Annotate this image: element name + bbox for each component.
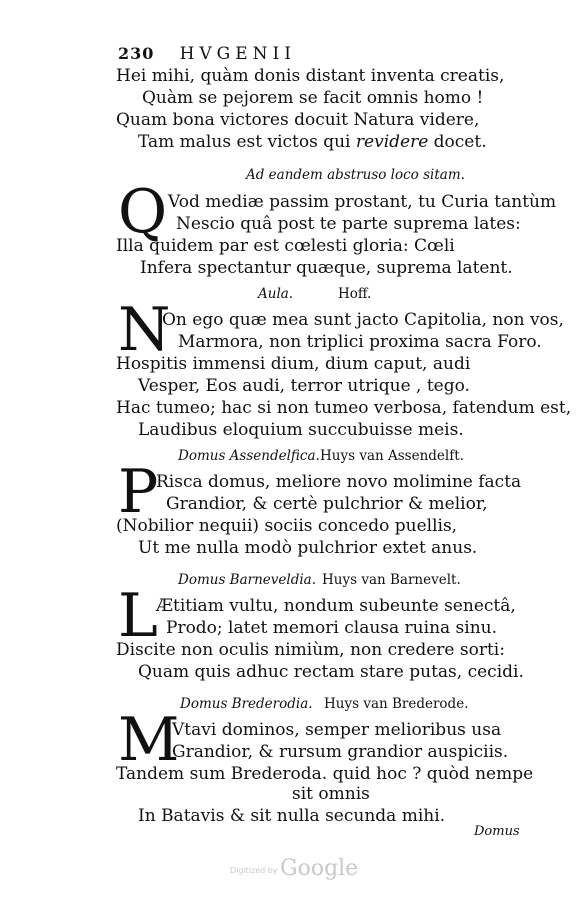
poem-line: Ut me nulla modò pulchrior extet anus.: [138, 538, 478, 558]
poem-line: Hei mihi, quàm donis distant inventa creatis,: [116, 66, 505, 86]
drop-cap: P: [118, 457, 159, 527]
poem-line: Vtavi dominos, semper melioribus usa: [172, 720, 502, 740]
page-number: 230: [118, 44, 155, 63]
running-head: HVGENII: [179, 44, 296, 64]
section-heading-dutch: Huys van Barnevelt.: [322, 572, 461, 588]
section-heading-dutch: Hoff.: [338, 286, 372, 302]
google-watermark: Google: [280, 856, 359, 881]
section-heading: Ad eandem abstruso loco sitam.: [246, 167, 465, 183]
poem-line: Risca domus, meliore novo molimine facta: [156, 472, 522, 492]
poem-line: Laudibus eloquium succubuisse meis.: [138, 420, 464, 440]
poem-line: Illa quidem par est cœlesti gloria: Cœli: [116, 236, 455, 256]
digitized-by-label: Digitized by: [230, 866, 278, 875]
section-heading: Domus Brederodia.: [180, 696, 313, 712]
poem-line: Hospitis immensi dium, dium caput, audi: [116, 354, 471, 374]
poem-line: Hac tumeo; hac si non tumeo verbosa, fatendum est,: [116, 398, 572, 418]
poem-line: Prodo; latet memori clausa ruina sinu.: [166, 618, 498, 638]
drop-cap: L: [118, 581, 158, 651]
poem-emphasis: revidere: [355, 132, 429, 152]
drop-cap: M: [118, 705, 180, 775]
poem-line: Discite non oculis nimiùm, non credere sorti:: [116, 640, 505, 660]
poem-line: Tandem sum Brederoda. quid hoc ? quòd nempe: [116, 764, 534, 784]
poem-text: Tam malus est victos qui: [138, 132, 356, 152]
poem-text: docet.: [428, 132, 487, 152]
drop-cap: Q: [118, 177, 168, 247]
poem-line: Ætitiam vultu, nondum subeunte senectâ,: [156, 596, 516, 616]
section-heading-dutch: Huys van Brederode.: [324, 696, 469, 712]
section-heading: Domus Barneveldia.: [178, 572, 317, 588]
poem-line: Quam bona victores docuit Natura videre,: [116, 110, 480, 130]
poem-line: [138, 132, 487, 152]
poem-line: Vesper, Eos audi, terror utrique , tego.: [138, 376, 470, 396]
poem-line: Quàm se pejorem se facit omnis homo !: [142, 88, 484, 108]
section-heading: Domus Assendelfica.: [178, 448, 320, 464]
poem-line: (Nobilior nequii) sociis concedo puellis,: [116, 516, 458, 536]
catchword: Domus: [474, 824, 520, 839]
poem-line-turnover: sit omnis: [292, 784, 370, 804]
poem-line: Infera spectantur quæque, suprema latent.: [140, 258, 513, 278]
poem-line: Nescio quâ post te parte suprema lates:: [176, 214, 521, 234]
poem-line: In Batavis & sit nulla secunda mihi.: [138, 806, 446, 826]
poem-line: Vod mediæ passim prostant, tu Curia tantùm: [168, 192, 557, 212]
section-heading: Aula.: [258, 286, 294, 302]
poem-line: Marmora, non triplici proxima sacra Foro.: [178, 332, 542, 352]
poem-line: On ego quæ mea sunt jacto Capitolia, non vos,: [162, 310, 564, 330]
page-header: [118, 44, 296, 64]
poem-line: Grandior, & rursum grandior auspiciis.: [172, 742, 509, 762]
poem-line: Grandior, & certè pulchrior & melior,: [166, 494, 488, 514]
drop-cap: N: [118, 295, 171, 365]
poem-line: Quam quis adhuc rectam stare putas, cecidi.: [138, 662, 524, 682]
section-heading-dutch: Huys van Assendelft.: [320, 448, 464, 464]
